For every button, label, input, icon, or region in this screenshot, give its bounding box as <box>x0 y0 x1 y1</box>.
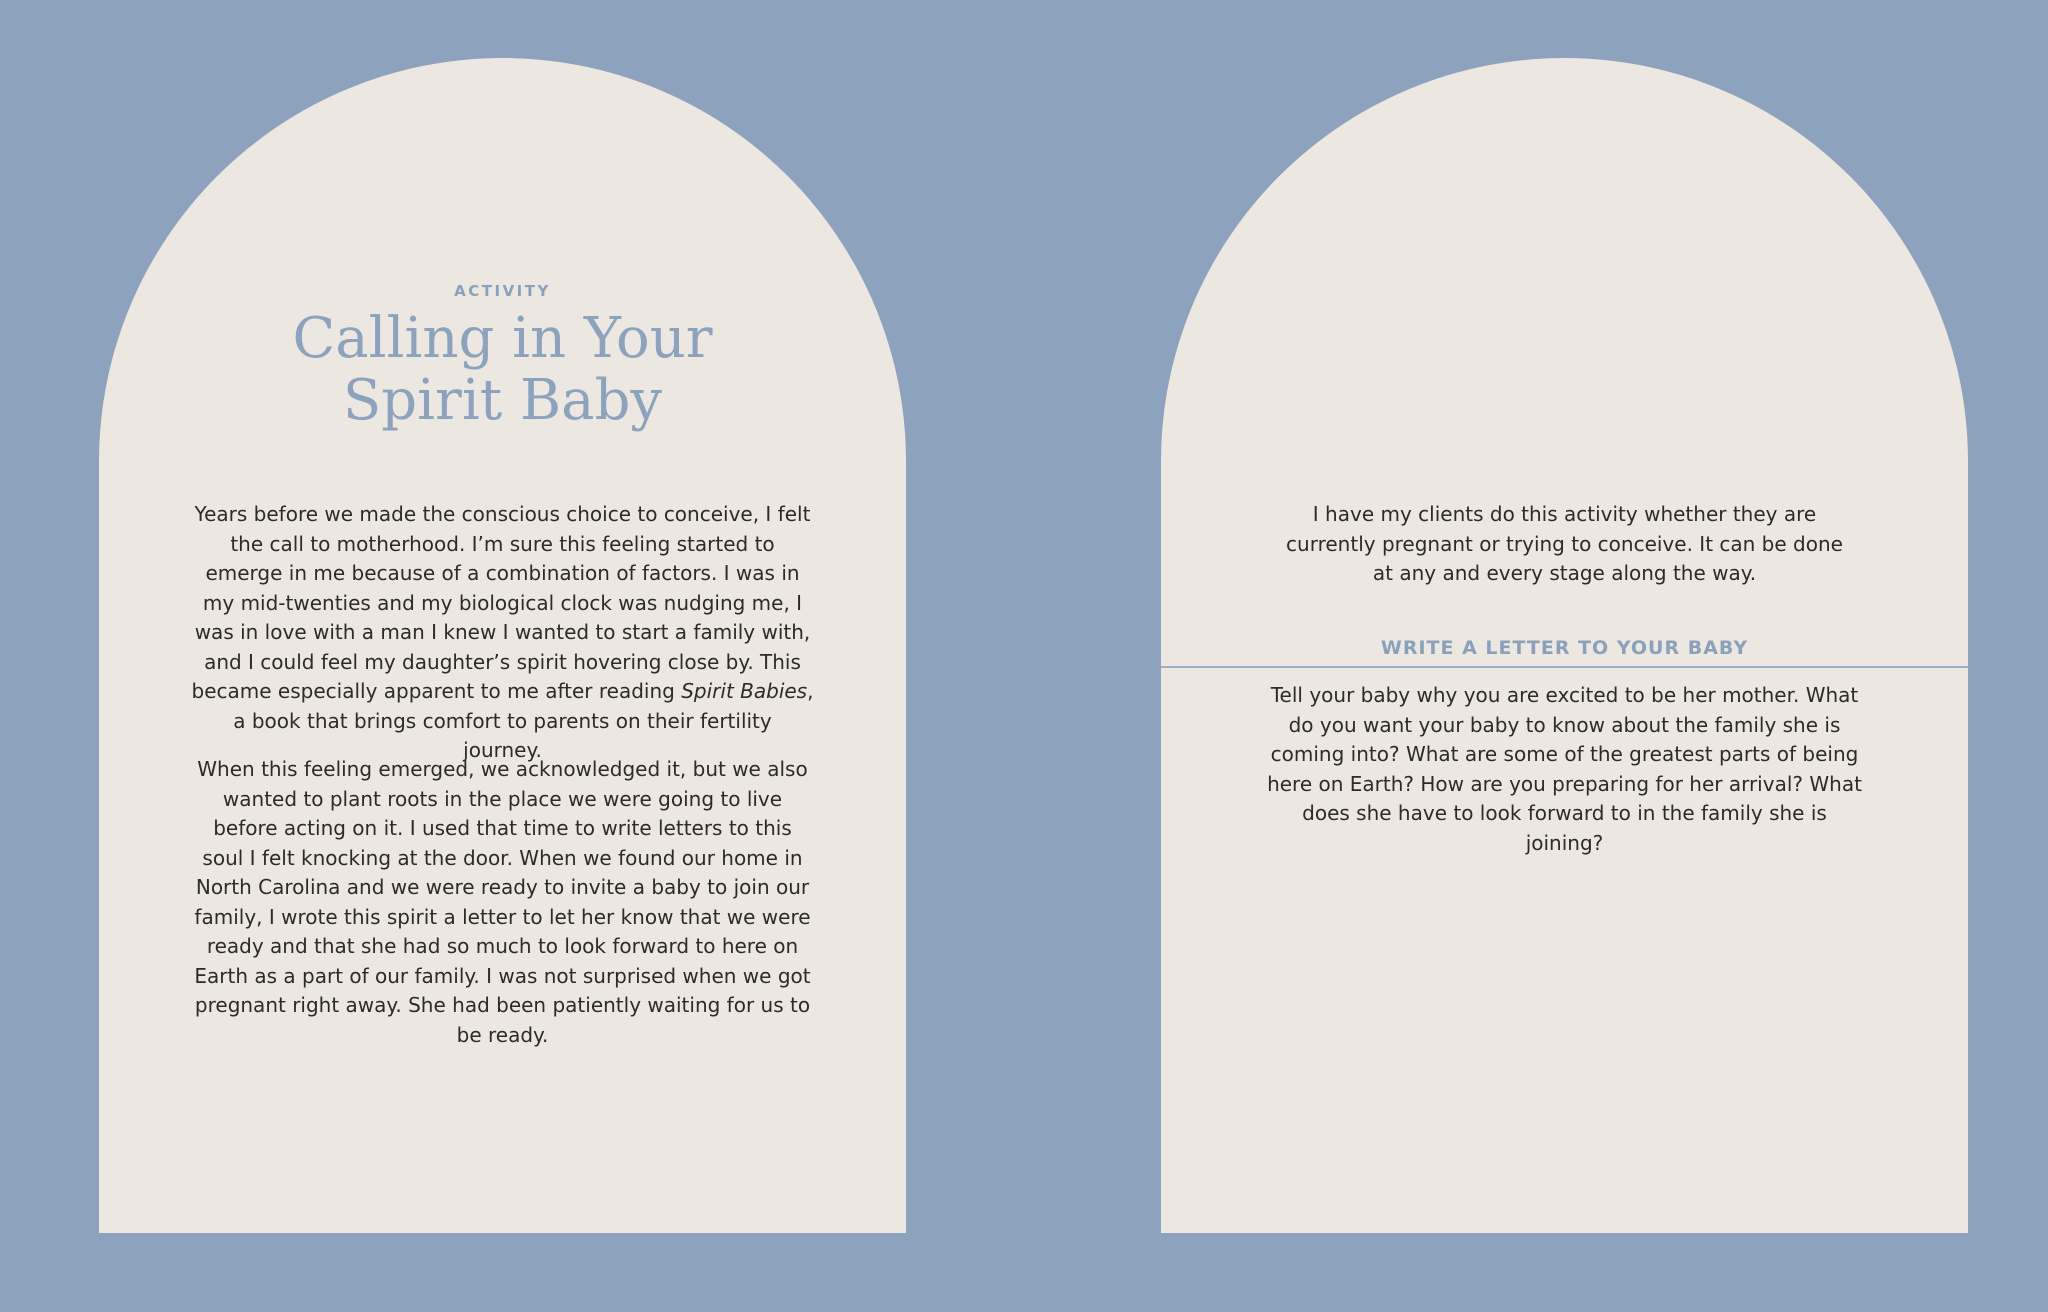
body-paragraph-2: When this feeling emerged, we acknowledged it, but we also wanted to plant roots in the place we were going to live before acting on it. I used that time to write letters to this soul I felt knocking at the door. When we found our home in North Carolina and we were ready to invite a baby to join our family, I wrote this spirit a letter to let her know that we were ready and that she had so much to look forward to here on Earth as a part of our family. I was not surprised when we got pregnant right away. She had been patiently waiting for us to be ready. <box>194 757 811 1047</box>
prompt-paragraph: Tell your baby why you are excited to be her mother. What do you want your baby to know about the family she is coming into? What are some of the greatest parts of being here on Earth? How are you preparing for her arrival? What does she have to look forward to in the family she is joining? <box>1267 683 1862 855</box>
activity-kicker: ACTIVITY <box>454 282 551 300</box>
body-paragraph-1 <box>191 500 814 766</box>
section-divider <box>1161 666 1968 668</box>
title-line-2: Spirit Baby <box>342 368 663 433</box>
title-line-1: Calling in Your <box>292 306 713 371</box>
paragraph-1-text-a: Years before we made the conscious choice to conceive, I felt the call to motherhood. I’m sure this feeling started to emerge in me because of a combination of factors. I was in my mid-twenties and my biological clock was nudging me, I was in love with a man I knew I wanted to start a family with, and I could feel my daughter’s spirit hovering close by. This became especially apparent to me after reading <box>191 502 811 703</box>
section-heading: WRITE A LETTER TO YOUR BABY <box>1380 637 1749 659</box>
page-title <box>99 308 906 432</box>
book-title: Spirit Babies <box>681 679 808 703</box>
left-page-panel <box>99 58 906 1233</box>
right-page-panel <box>1161 58 1968 1233</box>
paragraph-1-text-b: , a book that brings comfort to parents on their fertility journey. <box>233 679 814 762</box>
intro-paragraph: I have my clients do this activity whether they are currently pregnant or trying to conceive. It can be done at any and every stage along the way. <box>1286 502 1843 585</box>
